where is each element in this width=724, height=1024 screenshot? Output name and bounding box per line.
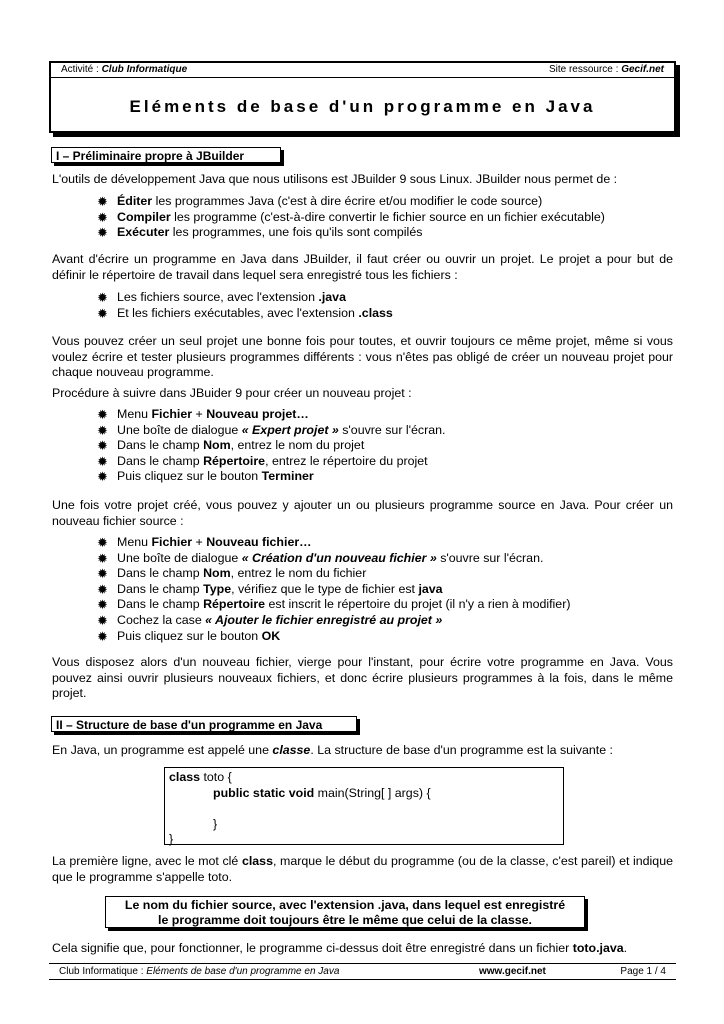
feature-bold: Exécuter [117, 225, 170, 240]
first-line-paragraph [52, 854, 673, 885]
step-text: , vérifiez que le type de fichier est [231, 581, 419, 596]
step-bold: Nom [203, 566, 231, 581]
footer [49, 963, 676, 980]
footer-left [49, 964, 479, 979]
file-type-ext: .class [358, 305, 393, 320]
para-text: , marque le début du programme (ou de la classe, c'est pareil) et indique que le programme s'appelle toto. [52, 854, 673, 884]
list-item [97, 210, 605, 226]
bullet-star-icon: ✹ [97, 209, 108, 225]
feature-text: les programme (c'est-à-dire convertir le fichier source en un fichier exécutable) [170, 209, 605, 224]
list-item [97, 407, 445, 423]
feature-bold: Compiler [117, 209, 171, 224]
para-text: La première ligne, avec le mot clé [52, 854, 242, 868]
para-keyword: class [241, 854, 273, 868]
step-text: + [192, 535, 207, 549]
list-item [97, 438, 445, 454]
step-bold: OK [261, 628, 281, 643]
step-bold-italic: « Création d'un nouveau fichier » [241, 550, 437, 565]
para-text: . [623, 941, 628, 955]
bullet-star-icon: ✹ [97, 581, 108, 597]
bullet-star-icon: ✹ [97, 438, 108, 454]
footer-site[interactable]: www.gecif.net [479, 966, 546, 977]
header-meta [51, 63, 674, 78]
bullet-star-icon: ✹ [97, 628, 108, 644]
bullet-star-icon: ✹ [97, 422, 108, 438]
step-bold: Nom [203, 438, 231, 453]
step-bold: java [418, 581, 443, 596]
project-steps [97, 407, 445, 485]
step-text: Menu [117, 407, 152, 421]
file-types-list [97, 290, 393, 321]
activity [61, 63, 187, 77]
step-text: Dans le champ [117, 453, 204, 468]
code-line-2 [169, 786, 559, 802]
feature-text: les programmes Java (c'est à dire écrire et/ou modifier le code source) [152, 194, 543, 208]
bullet-star-icon: ✹ [97, 566, 108, 582]
file-name: toto.java [572, 941, 624, 955]
list-item [97, 306, 393, 322]
closing-paragraph: Vous disposez alors d'un nouveau fichier, vierge pour l'instant, pour écrire votre programme en Java. Vous pouvez ainsi ouvrir plusieurs nouveaux fichiers, et donc écrire plusieurs programmes à la fois, dans le même projet. [52, 655, 673, 701]
step-text: Une boîte de dialogue [117, 550, 242, 565]
step-text: est inscrit le répertoire du projet (il n'y a rien à modifier) [265, 597, 571, 612]
step-text: Puis cliquez sur le bouton [117, 469, 262, 484]
step-text: + [192, 407, 207, 421]
file-type-text: Les fichiers source, avec l'extension [117, 290, 319, 304]
step-bold: Nouveau fichier… [206, 535, 312, 549]
list-item [97, 423, 445, 439]
bullet-star-icon: ✹ [97, 612, 108, 628]
step-bold: Fichier [151, 407, 193, 421]
step-text: s'ouvre sur l'écran. [436, 550, 544, 565]
list-item [97, 454, 445, 470]
file-type-ext: .java [318, 290, 346, 304]
bullet-star-icon: ✹ [97, 469, 108, 485]
bullet-star-icon: ✹ [97, 597, 108, 613]
step-text: , entrez le nom du projet [230, 438, 365, 453]
project-paragraph: Avant d'écrire un programme en Java dans JBuilder, il faut créer ou ouvrir un projet. Le projet a pour but de définir le répertoire de travail dans lequel sera enregistré tous les fichiers : [52, 252, 673, 282]
step-text: Cochez la case [117, 612, 206, 627]
step-text: Dans le champ [117, 438, 204, 453]
step-text: Dans le champ [117, 581, 204, 596]
feature-text: les programmes, une fois qu'ils sont compilés [169, 225, 423, 240]
bullet-star-icon: ✹ [97, 550, 108, 566]
list-item [97, 629, 570, 645]
step-bold: Terminer [261, 469, 314, 484]
last-paragraph [52, 941, 673, 957]
code-text: main(String[ ] args) { [314, 785, 431, 800]
bullet-star-icon: ✹ [97, 194, 108, 209]
bullet-star-icon: ✹ [97, 225, 108, 241]
section2-heading: II – Structure de base d'un programme en Java [51, 716, 357, 732]
list-item [97, 194, 605, 210]
procedure-intro: Procédure à suivre dans JBuider 9 pour créer un nouveau projet : [52, 386, 412, 400]
bullet-star-icon: ✹ [97, 535, 108, 550]
intro-text: En Java, un programme est appelé une [52, 743, 273, 757]
section2-intro [52, 743, 673, 759]
step-bold: Type [203, 581, 232, 596]
intro-text: . La structure de base d'un programme est la suivante : [310, 743, 613, 757]
note-line-1: Le nom du fichier source, avec l'extension .java, dans lequel est enregistré [124, 898, 566, 912]
feature-bold: Éditer [117, 194, 153, 208]
step-bold: Nouveau projet… [206, 407, 309, 421]
list-item [97, 613, 570, 629]
step-text: , entrez le répertoire du projet [265, 453, 428, 468]
step-bold: Fichier [151, 535, 193, 549]
step-text: Puis cliquez sur le bouton [117, 628, 262, 643]
step-bold-italic: « Ajouter le fichier enregistré au projet » [205, 612, 443, 627]
list-item [97, 535, 570, 551]
step-bold-italic: « Expert projet » [241, 422, 339, 437]
footer-doc-title: Eléments de base d'un programme en Java [146, 966, 340, 977]
step-bold: Répertoire [203, 453, 266, 468]
note-box [105, 896, 585, 928]
site-label: Site ressource : [548, 64, 619, 75]
activity-label: Activité : [61, 64, 99, 75]
bullet-star-icon: ✹ [97, 290, 108, 305]
file-type-text: Et les fichiers exécutables, avec l'extension [117, 305, 359, 320]
code-box [164, 767, 564, 845]
step-text: Une boîte de dialogue [117, 422, 242, 437]
list-item [97, 225, 605, 241]
list-item [97, 551, 570, 567]
code-text: toto { [200, 770, 232, 784]
footer-label: Club Informatique : [59, 966, 144, 977]
page-title: Eléments de base d'un programme en Java [129, 97, 596, 116]
code-line-3: } [213, 816, 218, 831]
list-item [97, 582, 570, 598]
section1-intro: L'outils de développement Java que nous utilisons est JBuilder 9 sous Linux. JBuilder nous permet de : [52, 172, 618, 186]
file-steps [97, 535, 570, 644]
single-project-paragraph: Vous pouvez créer un seul projet une bonne fois pour toutes, et ouvrir toujours ce même projet, même si vous voulez écrire et tester plusieurs programmes différents : vous n'êtes pas obligé de créer un nouveau projet pour chaque nouveau programme. [52, 334, 673, 380]
bullet-star-icon: ✹ [97, 305, 108, 321]
step-text: Dans le champ [117, 566, 204, 581]
step-text: , entrez le nom du fichier [230, 566, 367, 581]
step-text: Dans le champ [117, 597, 204, 612]
activity-value: Club Informatique [101, 64, 188, 75]
code-keyword: public static void [213, 785, 315, 800]
list-item [97, 290, 393, 306]
bullet-star-icon: ✹ [97, 407, 108, 422]
section1-heading: I – Préliminaire propre à JBuilder [51, 147, 281, 163]
list-item [97, 566, 570, 582]
header-box [49, 61, 676, 133]
step-text: Menu [117, 535, 152, 549]
feature-list [97, 194, 605, 241]
list-item [97, 597, 570, 613]
para-text: Cela signifie que, pour fonctionner, le programme ci-dessus doit être enregistré dans un fichier [52, 941, 573, 955]
intro-keyword: classe [272, 743, 311, 757]
step-bold: Répertoire [203, 597, 266, 612]
code-line-1 [169, 770, 559, 786]
step-text: s'ouvre sur l'écran. [338, 422, 446, 437]
source-paragraph: Une fois votre projet créé, vous pouvez y ajouter un ou plusieurs programme source en Java. Pour créer un nouveau fichier source : [52, 498, 673, 528]
bullet-star-icon: ✹ [97, 453, 108, 469]
list-item [97, 469, 445, 485]
note-line-2: le programme doit toujours être le même que celui de la classe. [158, 912, 532, 927]
site [549, 63, 664, 77]
code-line-4: } [169, 832, 174, 847]
page-number: Page 1 / 4 [620, 966, 666, 977]
code-keyword: class [169, 770, 201, 784]
site-value: Gecif.net [621, 64, 664, 75]
